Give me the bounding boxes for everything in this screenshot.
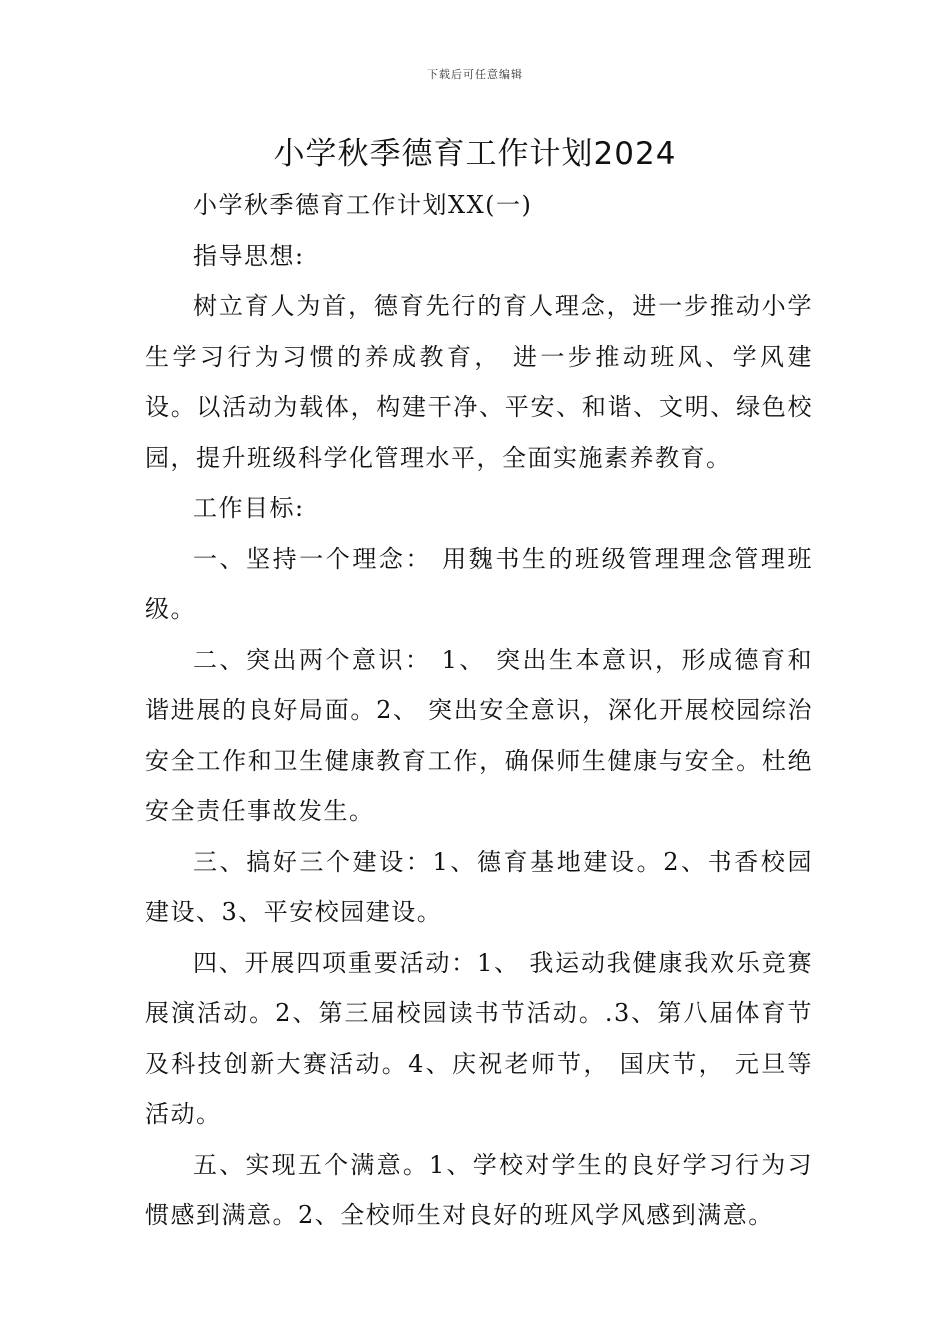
header-note: 下载后可任意编辑 xyxy=(427,68,523,81)
section-heading-guiding-thought: 指导思想: xyxy=(193,241,305,270)
document-title: 小学秋季德育工作计划2024 xyxy=(273,136,677,172)
goal-item-5: 五、实现五个满意。1、学校对学生的良好学习行为习惯感到满意。2、全校师生对良好的班风学风感到满意。 xyxy=(145,1150,813,1229)
goal-item-4: 四、开展四项重要活动：1、 我运动我健康我欢乐竞赛展演活动。2、第三届校园读书节活动。.3、第八届体育节及科技创新大赛活动。4、庆祝老师节， 国庆节， 元旦等活动。 xyxy=(145,948,813,1128)
goal-item-1: 一、坚持一个理念： 用魏书生的班级管理理念管理班级。 xyxy=(145,544,813,623)
subtitle-paragraph: 小学秋季德育工作计划XX(一) xyxy=(193,191,533,219)
document-body xyxy=(145,180,813,1241)
goal-item-3: 三、搞好三个建设：1、德育基地建设。2、书香校园建设、3、平安校园建设。 xyxy=(145,847,813,926)
body-paragraph: 树立育人为首，德育先行的育人理念，进一步推动小学生学习行为习惯的养成教育， 进一步推动班风、学风建设。以活动为载体，构建干净、平安、和谐、文明、绿色校园，提升班级科学化管理水平，全面实施素养教育。 xyxy=(145,292,813,472)
section-heading-work-goals: 工作目标: xyxy=(193,494,305,522)
goal-item-2: 二、突出两个意识： 1、 突出生本意识，形成德育和谐进展的良好局面。2、 突出安全意识，深化开展校园综治安全工作和卫生健康教育工作，确保师生健康与安全。杜绝安全责任事故发生。 xyxy=(145,645,813,825)
